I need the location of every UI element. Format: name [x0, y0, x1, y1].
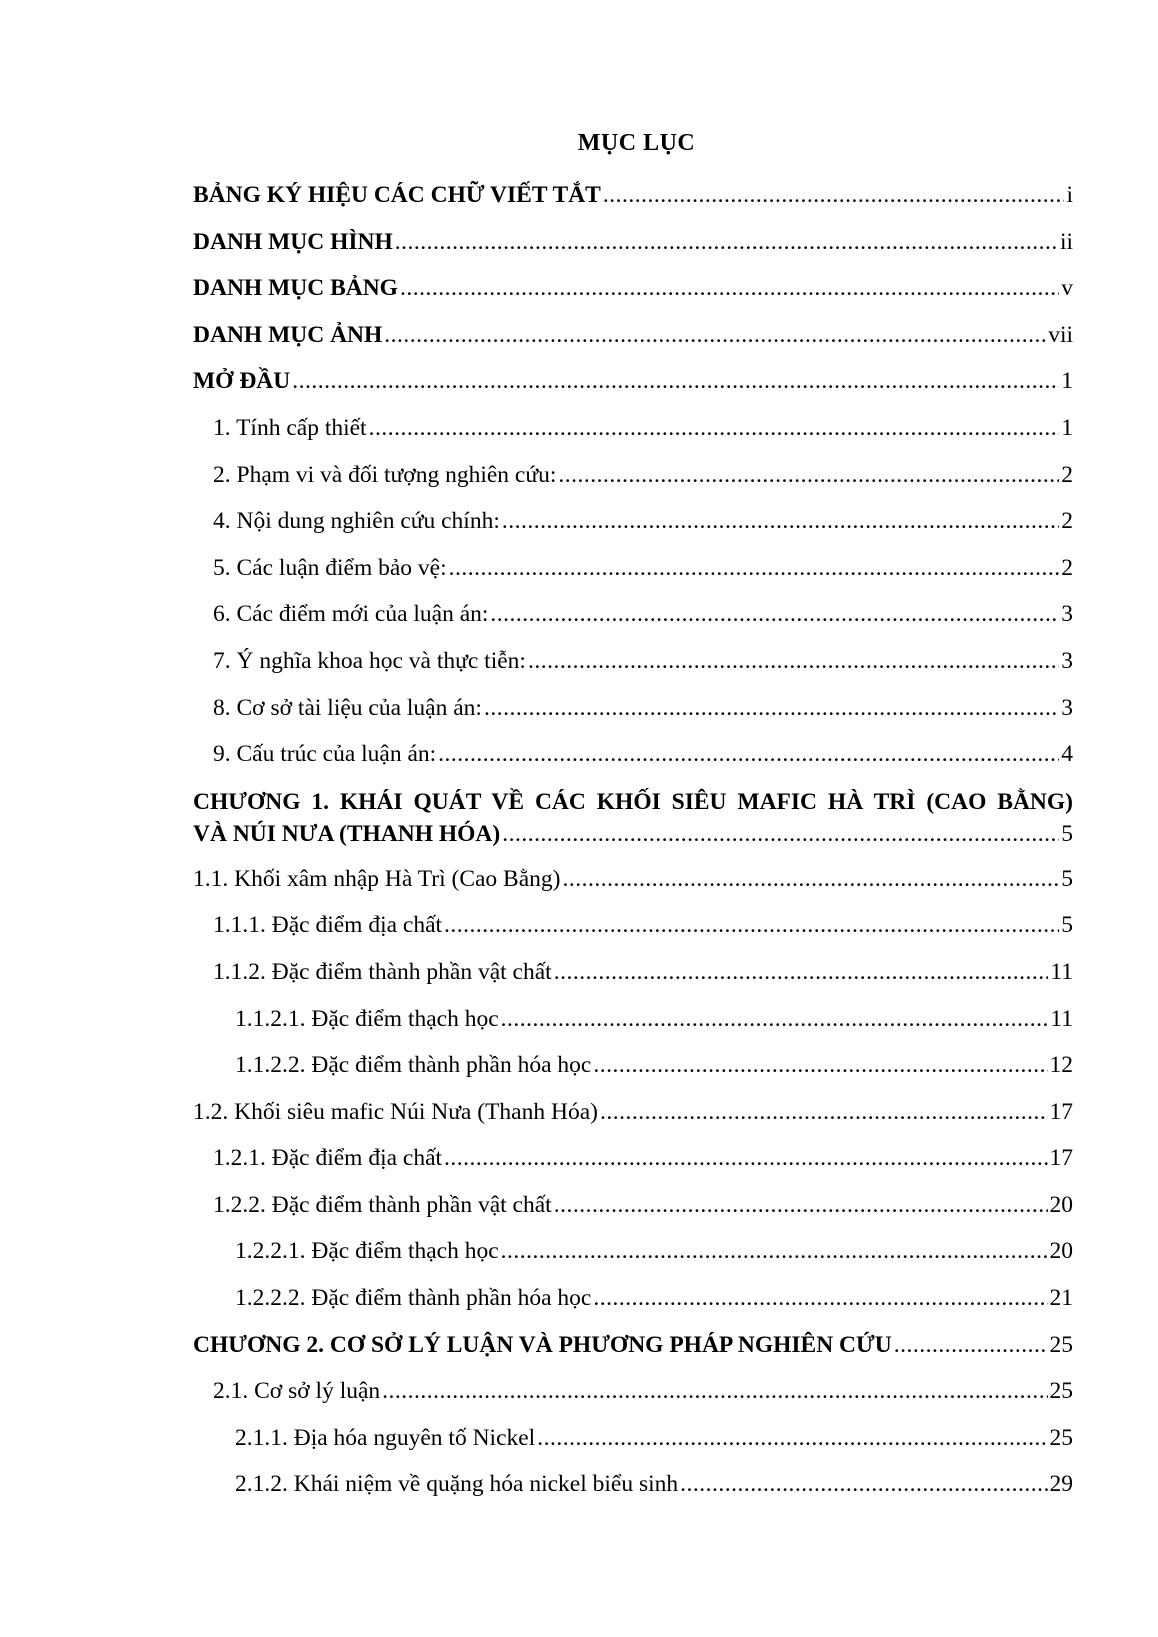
toc-entry[interactable]: 1.1.2.2. Đặc điểm thành phần hóa học ..... 12 — [193, 1042, 1073, 1089]
toc-entry[interactable]: 1.1.2.1. Đặc điểm thạch học ..... 11 — [193, 996, 1073, 1043]
toc-entry[interactable]: 9. Cấu trúc của luận án: ..... 4 — [193, 731, 1073, 778]
toc-entry[interactable]: 1. Tính cấp thiết ..... 1 — [193, 405, 1073, 452]
toc-entry-chapter-2[interactable]: CHƯƠNG 2. CƠ SỞ LÝ LUẬN VÀ PHƯƠNG PHÁP NGHIÊN CỨU ..... 25 — [193, 1322, 1073, 1369]
toc-entry[interactable]: 6. Các điểm mới của luận án: ..... 3 — [193, 591, 1073, 638]
toc-entry[interactable]: 1.1.1. Đặc điểm địa chất ..... 5 — [193, 902, 1073, 949]
toc-entry[interactable]: 2. Phạm vi và đối tượng nghiên cứu: ..... 2 — [193, 452, 1073, 499]
toc-entry-figures[interactable]: DANH MỤC HÌNH ..... ii — [193, 219, 1073, 266]
toc-entry[interactable]: 5. Các luận điểm bảo vệ: ..... 2 — [193, 545, 1073, 592]
toc-entry[interactable]: 8. Cơ sở tài liệu của luận án: ..... 3 — [193, 685, 1073, 732]
toc-entry-photos[interactable]: DANH MỤC ẢNH ..... vii — [193, 312, 1073, 359]
toc-entry[interactable]: 1.1.2. Đặc điểm thành phần vật chất ..... 11 — [193, 949, 1073, 996]
toc-entry-abbreviations[interactable]: BẢNG KÝ HIỆU CÁC CHỮ VIẾT TẮT ..... i — [193, 172, 1073, 219]
toc-entry[interactable]: 1.2. Khối siêu mafic Núi Nưa (Thanh Hóa) ..... 17 — [193, 1089, 1073, 1136]
toc-entry-introduction[interactable]: MỞ ĐẦU ..... 1 — [193, 358, 1073, 405]
toc-entry-tables[interactable]: DANH MỤC BẢNG ..... v — [193, 265, 1073, 312]
toc-entry[interactable]: 2.1.1. Địa hóa nguyên tố Nickel ..... 25 — [193, 1415, 1073, 1462]
table-of-contents — [193, 172, 1073, 1508]
toc-heading: MỤC LỤC — [577, 130, 696, 156]
toc-entry[interactable]: 4. Nội dung nghiên cứu chính: ..... 2 — [193, 498, 1073, 545]
toc-entry[interactable]: 1.1. Khối xâm nhập Hà Trì (Cao Bằng) ..... 5 — [193, 856, 1073, 903]
toc-entry-chapter-1[interactable]: CHƯƠNG 1. KHÁI QUÁT VỀ CÁC KHỐI SIÊU MAFIC HÀ TRÌ (CAO BẰNG) VÀ NÚI NƯA (THANH HÓA) ..... 5 — [193, 778, 1073, 856]
toc-entry[interactable]: 2.1. Cơ sở lý luận ..... 25 — [193, 1368, 1073, 1415]
toc-entry[interactable]: 1.2.2.2. Đặc điểm thành phần hóa học ..... 21 — [193, 1275, 1073, 1322]
toc-entry[interactable]: 1.2.2.1. Đặc điểm thạch học ..... 20 — [193, 1228, 1073, 1275]
toc-entry[interactable]: 1.2.2. Đặc điểm thành phần vật chất ..... 20 — [193, 1182, 1073, 1229]
toc-entry[interactable]: 7. Ý nghĩa khoa học và thực tiễn: ..... 3 — [193, 638, 1073, 685]
toc-entry[interactable]: 2.1.2. Khái niệm về quặng hóa nickel biểu sinh ..... 29 — [193, 1461, 1073, 1508]
toc-entry[interactable]: 1.2.1. Đặc điểm địa chất ..... 17 — [193, 1135, 1073, 1182]
